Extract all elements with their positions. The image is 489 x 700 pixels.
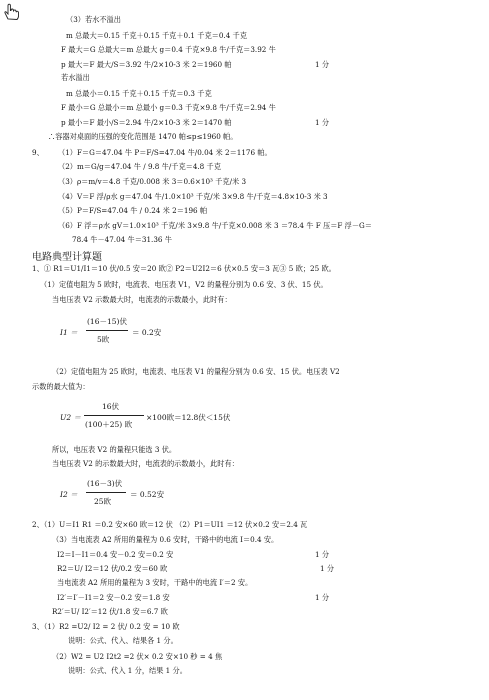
text-line: 当电流表 A2 所用的量程为 3 安时，干路中的电流 I′＝2 安。 (57, 578, 253, 587)
formula-current-2 (60, 477, 200, 517)
text-line: R2′＝U/ I2′＝12 伏/1.8 安＝6.7 欧 (52, 607, 168, 616)
text-line: （1）F＝G＝47.04 牛 P＝F/S=47.04 牛/0.04 米 2＝1176 帕。 (58, 148, 272, 157)
text-line: F 最大＝G 总最大＝m 总最大 g＝0.4 千克×9.8 牛/千克＝3.92 牛 (61, 45, 276, 54)
fraction-bar (86, 492, 126, 493)
formula-lhs: I1 ＝ (60, 328, 78, 337)
text-line: 所以，电压表 V2 的量程只能选 3 伏。 (52, 445, 177, 454)
formula-lhs: I2 ＝ (60, 490, 78, 499)
formula-numerator: (16－3)伏 (87, 479, 123, 488)
text-line: 说明：公式、代入、结果各 1 分。 (68, 636, 178, 645)
formula-denominator: (100＋25) 欧 (85, 420, 133, 429)
text-line: （1）定值电阻为 5 欧时，电流表、电压表 V1，V2 的量程分别为 0.6 安、3 伏、15 伏。 (40, 280, 328, 289)
text-line: p 最小＝F 最小/S＝2.94 牛/2×10-3 米 2＝1470 帕 (61, 118, 232, 127)
text-line: （6）F 浮＝ρ水 gV＝1.0×10³ 千克/米 3×9.8 牛/千克×0.008 米 3 ＝78.4 牛 F 压＝F 浮－G＝ (58, 221, 372, 230)
formula-voltage (60, 400, 280, 440)
score-note: 1 分 (315, 118, 330, 127)
score-note: 1 分 (315, 60, 330, 69)
text-line: 示数的最大值为： (32, 382, 90, 391)
text-line: I2′＝I′－I1＝2 安－0.2 安＝1.8 安 (57, 593, 170, 602)
text-line: F 最小＝G 总最小＝m 总最小 g＝0.3 千克×9.8 牛/千克＝2.94 牛 (61, 103, 276, 112)
question-number: 9、 (32, 148, 44, 157)
text-line: 2、（1）U＝I1 R1 ＝0.2 安×60 欧＝12 伏 （2）P1＝UI1 ＝12 伏×0.2 安＝2.4 瓦 (32, 520, 308, 529)
hand-pointer-icon (2, 2, 22, 22)
score-note: 1 分 (315, 593, 330, 602)
score-note: 1 分 (320, 564, 335, 573)
section-heading: 电路典型计算题 (32, 252, 102, 263)
text-line: （2）W2 = U2 I2t2 =2 伏× 0.2 安×10 秒 = 4 焦 (52, 652, 223, 661)
text-line: 3、（1）R2 =U2/ I2 = 2 伏/ 0.2 安 = 10 欧 (32, 622, 180, 631)
text-line: （3）ρ＝m/v＝4.8 千克/0.008 米 3＝0.6×10³ 千克/米 3 (58, 177, 247, 186)
formula-current-1 (60, 315, 200, 355)
formula-rhs: ＝ 0.2安 (132, 328, 162, 337)
text-line: m 总最小＝0.15 千克＋0.15 千克＝0.3 千克 (66, 89, 212, 98)
score-note: 1 分 (315, 550, 330, 559)
text-line: m 总最大＝0.15 千克＋0.15 千克＋0.1 千克＝0.4 千克 (66, 31, 247, 40)
text-line: 当电压表 V2 示数最大时，电流表的示数最小，此时有： (52, 295, 232, 304)
text-line: （2）定值电阻为 25 欧时，电流表、电压表 V1 的量程分别为 0.6 安、15 伏。电压表 V2 (52, 367, 340, 376)
text-line: p 最大＝F 最大/S＝3.92 牛/2×10-3 米 2＝1960 帕 (61, 60, 232, 69)
text-line: （3）当电流表 A2 所用的量程为 0.6 安时，干路中的电流 I＝0.4 安。 (52, 535, 279, 544)
text-line: 78.4 牛－47.04 牛＝31.36 牛 (72, 235, 172, 244)
text-line: （3）若水不溢出 (66, 15, 121, 24)
formula-lhs: U2 ＝ (60, 413, 81, 422)
text-line: （2）m＝G/g＝47.04 牛 / 9.8 牛/千克＝4.8 千克 (58, 162, 221, 171)
text-line: 当电压表 V2 的示数最大时，电流表的示数最小，此时有： (52, 459, 239, 468)
formula-numerator: 16伏 (102, 402, 120, 411)
text-line: R2＝U/ I2＝12 伏/0.2 安＝60 欧 (57, 564, 168, 573)
text-line: I2＝I－I1＝0.4 安－0.2 安＝0.2 安 (57, 550, 174, 559)
formula-denominator: 25欧 (94, 497, 112, 506)
text-line: 若水溢出 (61, 73, 90, 82)
fraction-bar (84, 415, 144, 416)
fraction-bar (86, 330, 128, 331)
formula-rhs: ×100欧＝12.8伏＜15伏 (146, 413, 231, 422)
text-line: 1、① R1＝U1/I1＝10 伏/0.5 安＝20 欧② P2＝U2I2＝6 伏×0.5 安＝3 瓦③ 5 欧；25 欧。 (32, 264, 336, 273)
formula-numerator: (16－15)伏 (87, 317, 127, 326)
text-line: 说明：公式、代入 1 分，结果 1 分。 (68, 666, 187, 675)
text-line: （5）P＝F/S=47.04 牛 / 0.24 米 2＝196 帕 (58, 206, 208, 215)
text-line: ∴容器对桌面的压强的变化范围是 1470 帕≤p≤1960 帕。 (48, 132, 238, 141)
formula-denominator: 5欧 (97, 335, 110, 344)
text-line: （4）V＝F 浮/ρ水 g＝47.04 牛/1.0×10³ 千克/米 3×9.8 牛/千克＝4.8×10-3 米 3 (58, 192, 328, 201)
formula-rhs: ＝ 0.52安 (130, 490, 165, 499)
